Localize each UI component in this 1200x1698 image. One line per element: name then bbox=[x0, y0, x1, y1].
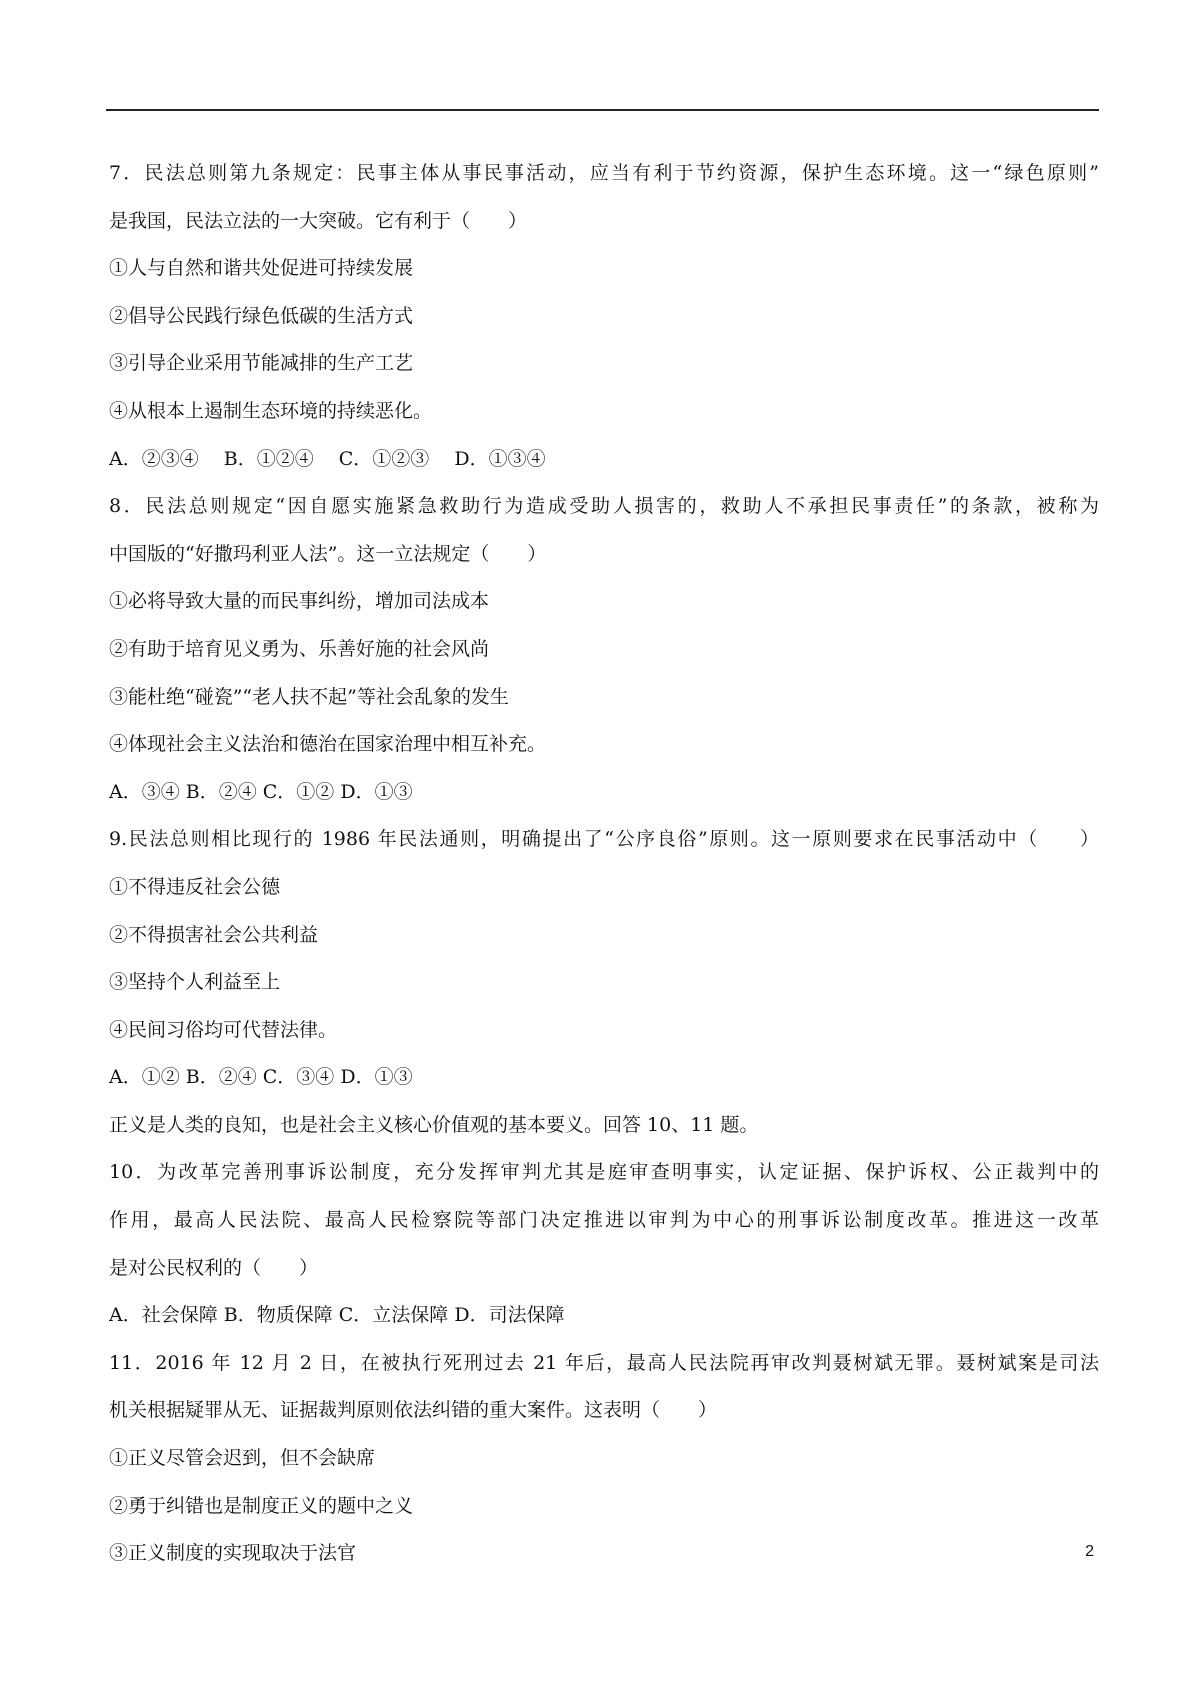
question-8 bbox=[109, 483, 1099, 816]
statement-option: ②倡导公民践行绿色低碳的生活方式 bbox=[109, 304, 414, 327]
statement-option: ③引导企业采用节能减排的生产工艺 bbox=[109, 352, 414, 375]
statement-option: ③正义制度的实现取决于法官 bbox=[109, 1542, 357, 1565]
answer-choices: A．②③④ B．①②④ C．①②③ D．①③④ bbox=[109, 447, 546, 470]
statement-option: ①人与自然和谐共处促进可持续发展 bbox=[109, 257, 414, 280]
statement-option: ④体现社会主义法治和德治在国家治理中相互补充。 bbox=[109, 733, 547, 756]
question-stem: 是对公民权利的（ ） bbox=[109, 1256, 319, 1279]
statement-option: ④民间习俗均可代替法律。 bbox=[109, 1018, 338, 1041]
question-10 bbox=[109, 1149, 1099, 1339]
statement-option: ②有助于培育见义勇为、乐善好施的社会风尚 bbox=[109, 637, 490, 660]
question-stem: 中国版的“好撒玛利亚人法”。这一立法规定（ ） bbox=[109, 542, 547, 565]
question-9 bbox=[109, 816, 1099, 1102]
question-stem: 10．为改革完善刑事诉讼制度，充分发挥审判尤其是庭审查明事实，认定证据、保护诉权、公正裁判中的 bbox=[109, 1161, 1099, 1184]
statement-option: ①不得违反社会公德 bbox=[109, 875, 281, 898]
statement-option: ④从根本上遏制生态环境的持续恶化。 bbox=[109, 399, 433, 422]
statement-option: ③能杜绝“碰瓷”“老人扶不起”等社会乱象的发生 bbox=[109, 685, 509, 708]
answer-choices: A．③④ B．②④ C．①② D．①③ bbox=[109, 780, 413, 803]
question-7 bbox=[109, 150, 1099, 483]
statement-option: ②不得损害社会公共利益 bbox=[109, 923, 319, 946]
question-stem: 7．民法总则第九条规定：民事主体从事民事活动，应当有利于节约资源，保护生态环境。这一“绿色原则” bbox=[109, 162, 1099, 184]
statement-option: ①必将导致大量的而民事纠纷，增加司法成本 bbox=[109, 590, 490, 613]
answer-choices: A．①② B．②④ C．③④ D．①③ bbox=[109, 1066, 413, 1089]
question-stem: 9.民法总则相比现行的 1986 年民法通则，明确提出了“公序良俗”原则。这一原则要求在民事活动中（ ） bbox=[109, 828, 1099, 851]
question-11 bbox=[109, 1340, 1099, 1578]
section-intro: 正义是人类的良知，也是社会主义核心价值观的基本要义。回答 10、11 题。 bbox=[109, 1113, 759, 1136]
question-stem: 作用，最高人民法院、最高人民检察院等部门决定推进以审判为中心的刑事诉讼制度改革。推进这一改革 bbox=[109, 1209, 1099, 1232]
question-stem: 是我国，民法立法的一大突破。它有利于（ ） bbox=[109, 209, 528, 232]
statement-option: ①正义尽管会迟到，但不会缺席 bbox=[109, 1447, 376, 1470]
header-rule bbox=[106, 109, 1099, 111]
statement-option: ③坚持个人利益至上 bbox=[109, 971, 281, 994]
answer-choices: A．社会保障 B．物质保障 C．立法保障 D．司法保障 bbox=[109, 1304, 565, 1327]
statement-option: ②勇于纠错也是制度正义的题中之义 bbox=[109, 1494, 414, 1517]
question-stem: 8．民法总则规定“因自愿实施紧急救助行为造成受助人损害的，救助人不承担民事责任”的条款，被称为 bbox=[109, 495, 1099, 518]
page-content bbox=[109, 150, 1099, 1578]
page-number: 2 bbox=[1085, 1543, 1094, 1560]
question-stem: 11．2016 年 12 月 2 日，在被执行死刑过去 21 年后，最高人民法院再审改判聂树斌无罪。聂树斌案是司法 bbox=[109, 1351, 1099, 1374]
question-stem: 机关根据疑罪从无、证据裁判原则依法纠错的重大案件。这表明（ ） bbox=[109, 1399, 718, 1422]
